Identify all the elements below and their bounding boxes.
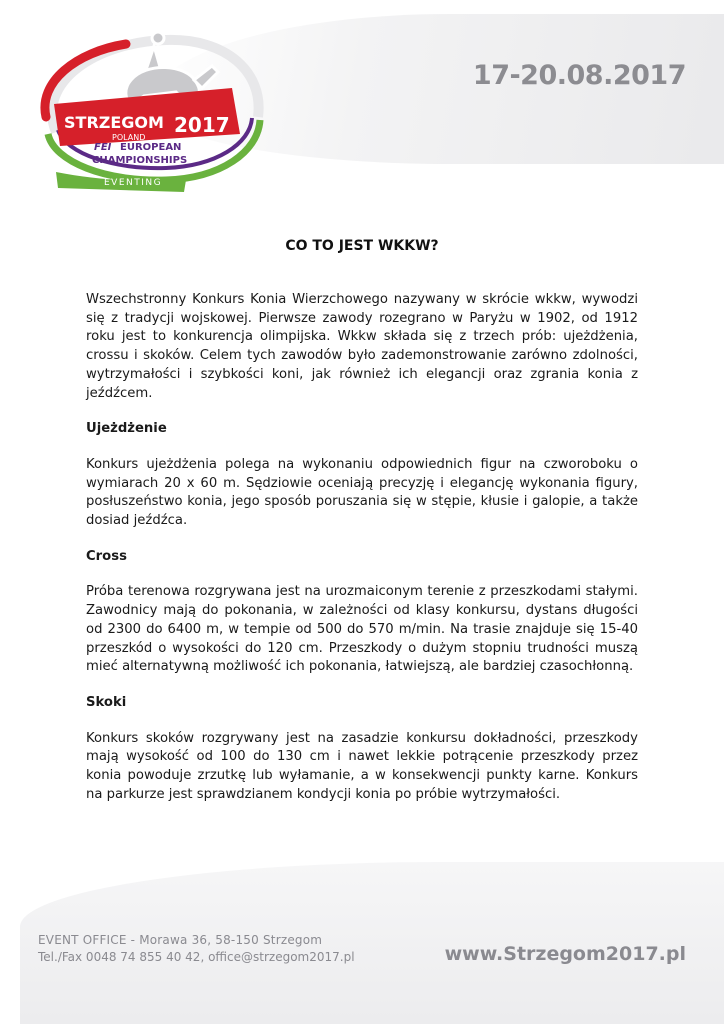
page-title: CO TO JEST WKKW? <box>285 238 439 254</box>
document-body <box>86 291 638 804</box>
logo-country: POLAND <box>112 133 146 142</box>
footer-contact <box>38 932 355 966</box>
section-text-cross: Próba terenowa rozgrywana jest na urozmaiconym terenie z przeszkodami stałymi. Zawodnicy mają do pokonania, w zależności od klasy konkursu, dystans długości od 2300 do 6400 m, w tempie od 500 do 570 m/min. Na trasie znajduje się 15-40 przeszkód o wysokości do 120 cm. Przeszkody o dużym stopniu trudności muszą mieć alternatywną możliwość ich pokonania, łatwiejszą, ale bardziej czasochłonną. <box>86 584 638 675</box>
intro-paragraph: Wszechstronny Konkurs Konia Wierzchowego nazywany w skrócie wkkw, wywodzi się z tradycji wojskowej. Pierwsze zawody rozegrano w Paryżu w 1902, od 1912 roku jest to konkurencja olimpijska. Wkkw składa się z trzech prób: ujeżdżenia, crossu i skoków. Celem tych zawodów było zademonstrowanie zarówno zdolności, wytrzymałości i szybkości koni, jak również ich elegancji oraz zgrania konia z jeźdźcem. <box>86 292 638 401</box>
footer-office-address: EVENT OFFICE - Morawa 36, 58-150 Strzegom <box>38 933 323 947</box>
footer-phone-email: Tel./Fax 0048 74 855 40 42, office@strzegom2017.pl <box>38 950 355 964</box>
footer-website-link[interactable]: www.Strzegom2017.pl <box>444 943 686 965</box>
section-heading-cross: Cross <box>86 548 127 564</box>
section-heading-jumping: Skoki <box>86 694 127 710</box>
logo-year: 2017 <box>174 113 230 137</box>
section-text-jumping: Konkurs skoków rozgrywany jest na zasadzie konkursu dokładności, przeszkody mają wysokość od 100 do 130 cm i nawet lekkie potrącenie przeszkody przez konia powoduje zrzutkę lub wyłamanie, a w konsekwencji punkty karne. Konkurs na parkurze jest sprawdzianem kondycji konia po próbie wytrzymałości. <box>86 730 638 802</box>
section-heading-dressage: Ujeżdżenie <box>86 421 167 437</box>
logo-line2: CHAMPIONSHIPS <box>92 155 188 166</box>
event-date-range: 17-20.08.2017 <box>472 60 686 91</box>
logo-line1: EUROPEAN <box>120 142 182 153</box>
event-logo <box>36 22 268 192</box>
logo-city: STRZEGOM <box>64 113 164 132</box>
logo-federation: FEI <box>94 142 112 153</box>
section-text-dressage: Konkurs ujeżdżenia polega na wykonaniu odpowiednich figur na czworoboku o wymiarach 20 x 60 m. Sędziowie oceniają precyzję i elegancję wykonania figury, posłuszeństwo konia, jego sposób poruszania się w stępie, kłusie i galopie, a także dosiad jeźdźca. <box>86 456 638 529</box>
logo-discipline: EVENTING <box>104 178 163 188</box>
